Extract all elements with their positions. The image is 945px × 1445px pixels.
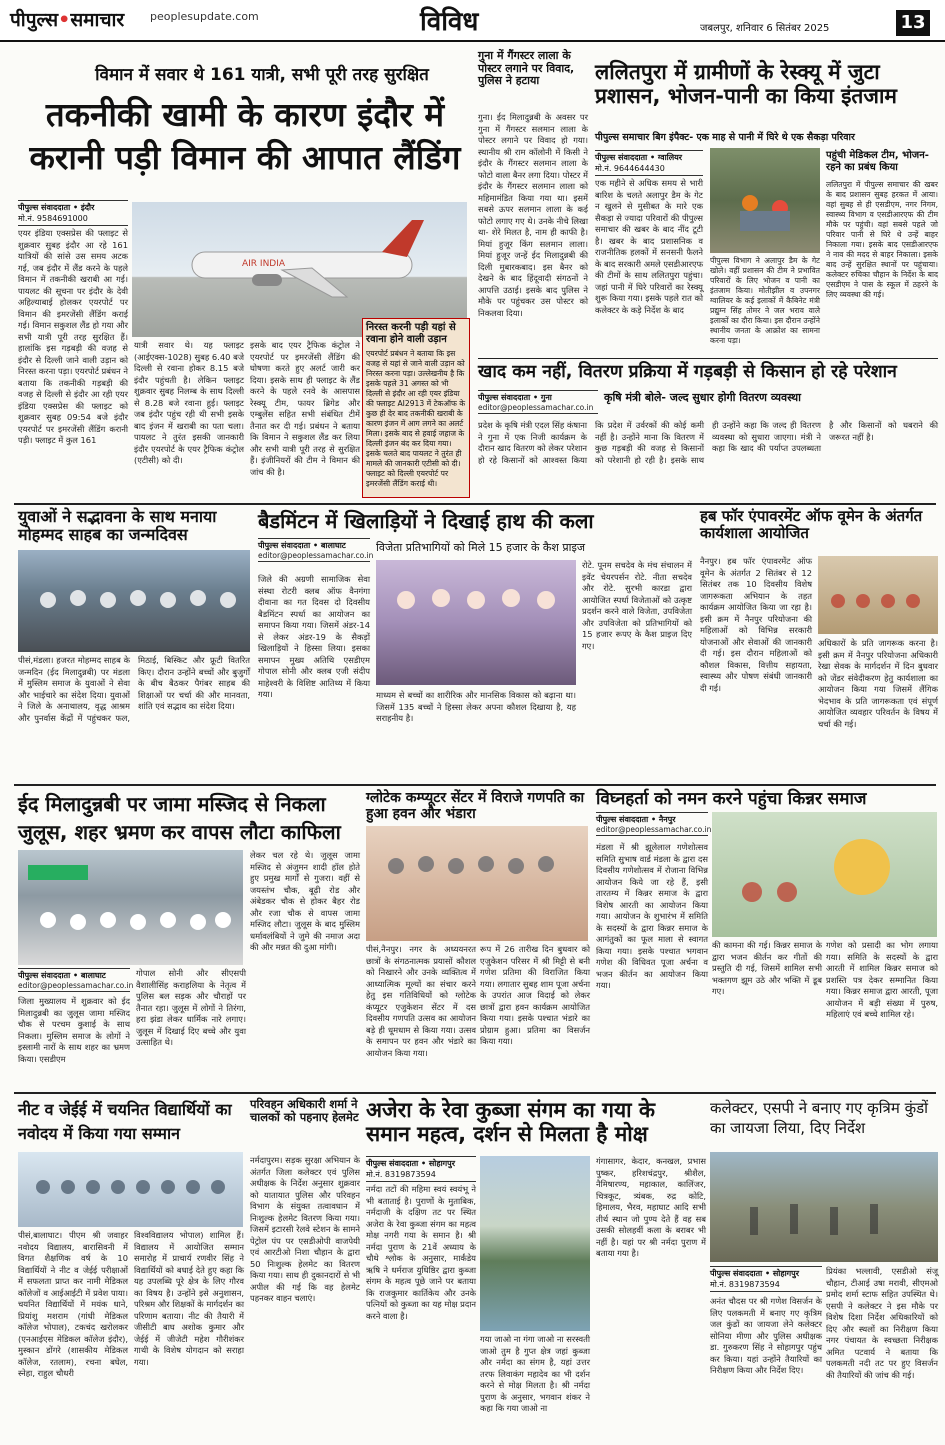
ganpati-photo: [366, 826, 588, 941]
story10-byline: पीपुल्स संवाददाता • नैनपुर editor@peoplessamachar.co.in: [596, 812, 708, 836]
flood-photo: [710, 148, 820, 253]
story14-col2: प्रियंका भल्लावी, एसडीओ संजू चौहान, टीआई उषा मरावी, सीएमओ प्रमोद शर्मा स्टाफ सहित उपस्थित थे। एसपी ने कलेक्टर ने इस मौके पर विशेष दिशा निर्देश अधिकारियों को दिए और स्थलों का निरीक्षण किया नगर पंचायत के स्वच्छता निरीक्षक अमित पटवार्य ने बताया कि पलकमती नदी तट पर हुए विसर्जन की तैयारियों की जांच की गई।: [826, 1266, 938, 1380]
page-number: 13: [896, 10, 930, 36]
story10-col2: की कामना की गई। किन्नर समाज के द्वारा भजन कीर्तन कर गीतों की प्रस्तुति दी गई, जिसमें शामिल सभी भक्तगण झूम उठे और भक्ति में डूब गए।: [712, 940, 822, 996]
story9-headline: ग्लोटेक कम्प्यूटर सेंटर में विराजे गणपति का हुआ हवन और भंडारा: [366, 790, 585, 823]
river-confluence-photo: [480, 1156, 590, 1331]
procession-photo: [18, 850, 243, 965]
divider: [478, 358, 938, 359]
story8-byline: पीपुल्स संवाददाता • बालाघाट editor@peoplessamachar.co.in: [18, 968, 130, 992]
story8-col3: लेकर चल रहे थे। जुलूस जामा मस्जिद से अंजुमन शादी हॉल होते हुए प्रमुख मार्गों से गुजरा। वहीं से जयस्तंभ चौक, बूढ़ी रोड और अंबेडकर चौक से होकर बैहर रोड और रजा चौक से वापस जामा मस्जिद लौटा। जुलूस के बाद मुस्लिम धर्मावलंबियों ने जुमे की नमाज अदा की और मन्नत की दुआ मांगी।: [250, 850, 360, 952]
story3-sub: पीपुल्स समाचार बिग इंपैक्ट- एक माह से पानी में घिरे थे एक सैकड़ा परिवार: [595, 132, 855, 143]
story14-headline: कलेक्टर, एसपी ने बनाए गए कृत्रिम कुंडों का जायजा लिया, दिए निर्देश: [710, 1099, 928, 1138]
story10-col1: मंडला में श्री झूलेलाल गणेशोत्सव समिति सुभाष वार्ड मंडला के द्वारा दस दिवसीय गणेशोत्सव में रोजाना विभिन्न आयोजन किये जा रहे हैं, इसी तारतम्य में किन्नर समाज के द्वारा विशेष आरती का आयोजन किया गया। आयोजन के शुभारंभ में समिति के सदस्यों के द्वारा किन्नर समाज के आगंतुकों का फूल माला से स्वागत किया गया। इसके पश्चात भगवान गणेश की विधिवत पूजा अर्चना व भजन कीर्तन का आयोजन किया गया।: [596, 842, 708, 990]
workshop-photo: [818, 556, 938, 634]
story1-col3: इसके बाद एयर ट्रैफिक कंट्रोल ने एयरपोर्ट पर इमरजेंसी लैंडिंग की घोषणा करते हुए अलर्ट जारी कर दिया। इसके साथ ही फ्लाइट के लैंड करने के पहले रनवे के आसपास रेस्क्यू टीम, फायर ब्रिगेड और एम्बुलेंस सहित सभी संबंधित टीमें तैनात कर दी गई। प्रबंधन ने बताया कि विमान ने सकुशल लैंड कर लिया और सभी यात्री पूरी तरह से सुरक्षित हैं। इंजीनियरों की टीम ने विमान की जांच की है।: [250, 340, 360, 477]
story7-body: नैनपुर। हब फॉर एंपावरमेंट ऑफ वूमेन के अंतर्गत 2 सितंबर से 12 सितंबर तक 10 दिवसीय विशेष जागरूकता अभियान के तहत कार्यक्रम आयोजित किया जा रहा है। इसी क्रम में नैनपुर परियोजना की महिलाओं को विभिन्न सरकारी योजनाओं और सेवाओं की जानकारी दी गई। इस दौरान महिलाओं को कौशल विकास, वित्तीय सहायता, स्वास्थ्य और पोषण संबंधी जानकारी दी गई।: [700, 556, 812, 693]
story11-headline: नीट व जेईई में चयनित विद्यार्थियों का नवोदय में किया गया सम्मान: [18, 1100, 232, 1143]
story6-sub: विजेता प्रतिभागियों को मिले 15 हजार के कैश प्राइज: [376, 541, 586, 554]
story5-headline: युवाओं ने सद्भावना के साथ मनाया मोहम्मद साहब का जन्मदिवस: [18, 507, 217, 545]
section-title: विविध: [420, 7, 479, 37]
story8-col2: गोपाल सोनी और सीएसपी वैशालीसिंह कराहलिया के नेतृत्व में पुलिस बल सड़क और चौराहों पर तैनात रहा। जुलूस में लोगों ने तिरंगा, हरा झंडा लेकर धार्मिक नारे लगाए। जुलूस में दिखाई दिए बच्चे और युवा उत्साहित थे।: [136, 968, 246, 1047]
story2-headline: गुना में गैंगस्टर लाला के पोस्टर लगाने पर विवाद, पुलिस ने हटाया: [478, 49, 575, 88]
story12-body: नर्मदापुरम। सड़क सुरक्षा अभियान के अंतर्गत जिला कलेक्टर एवं पुलिस अधीक्षक के निर्देश अनुसार शुक्रवार को यातायात पुलिस और परिवहन विभाग के संयुक्त तत्वावधान में निःशुल्क हेलमेट वितरण किया गया। जिसमें इटारसी रेलवे स्टेशन के सामने पेट्रोल पंप पर एसडीओपी वाजपेयी एवं आरटीओ निशा चौहान के द्वारा 50 निःशुल्क हेलमेट का वितरण किया गया। साथ ही दुकानदारों से भी अपील की गई कि वह हेलमेट पहनकर वाहन चलाएं।: [250, 1155, 360, 1303]
story4-headline: खाद कम नहीं, वितरण प्रक्रिया में गड़बड़ी से किसान हो रहे परेशान: [478, 362, 897, 382]
inspection-photo: [710, 1152, 938, 1262]
story1-byline: पीपुल्स संवाददाता • इंदौर मो.नं. 9584691000: [18, 200, 128, 226]
website-link[interactable]: peoplesupdate.com: [150, 10, 259, 23]
story13-col3: गंगासागर, केदार, कनखल, प्रभास पुष्कर, हरिशचंद्रपुर, श्रीशैल, नैमिषारण्य, महाकाल, कालिंजर, चित्रकूट, त्र्यंबक, रुद्र कोटि, हिमालय, भैरव, महाघाट आदि सभी तीर्थ स्थान जो पुण्य देते हैं वह सब उसकी सोलहवीं कला के बराबर भी नहीं है। यहां पर श्री नर्मदा पुराण में बताया गया है।: [596, 1156, 706, 1258]
story3-side-title: पहुंची मेडिकल टीम, भोजन-रहने का प्रबंध किया: [826, 150, 929, 173]
story1-kicker: विमान में सवार थे 161 यात्री, सभी पूरी तरह सुरक्षित: [95, 65, 429, 85]
aircraft-photo: [132, 202, 467, 337]
story13-col1: नर्मदा तटों की महिमा स्वयं स्वयंभू ने भी बताताई है। पुराणों के मुताबिक, नर्मदाजी के दक्षिण तट पर स्थित अजेरा के रेवा कुब्जा संगम का महत्व मोक्ष नगरी गया के समान है। श्री नर्मदा पुराण के 21वें अध्याय के चौथे श्लोक के अनुसार, मार्कंडेय ऋषि ने धर्मराज युधिष्ठिर द्वारा कुब्जा संगम के महत्व पूछे जाने पर बताया कि राजकुमार कार्तिकेय और उनके पत्नियों को कुब्जा का यह मोक्ष प्रदान करने वाला है।: [366, 1184, 476, 1321]
story13-byline: पीपुल्स संवाददाता • सोहागपुर मो.नं. 8319873594: [366, 1156, 476, 1182]
story14-col1: अनंत चौदस पर श्री गणेश विसर्जन के लिए पलकमती में बनाए गए कृत्रिम जल कुंडों का जायजा लेने कलेक्टर सोनिया मीणा और पुलिस अधीक्षक डा. गुरुकरण सिंह ने सोहागपुर पहुंच कर किया। यहां उन्होंने तैयारियों का निरीक्षण किया और निर्देश दिए।: [710, 1296, 822, 1375]
divider: [14, 784, 936, 786]
story3-side-body: ललितपुरा में पीपुल्स समाचार की खबर के बाद प्रशासन सुबह हरकत में आया। वहां सुबह से ही एसडीएम, नगर निगम, स्वास्थ्य विभाग व एसडीआरएफ की टीम मौके पर पहुंची। वहां सबसे पहले जो परिवार पानी से घिरे थे उन्हें बाहर निकाला गया। इसके बाद एसडीआरएफ ने नाव की मदद से बाहर निकाला। इसके बाद उन्हें सुरक्षित स्थानों पर पहुंचाया। कलेक्टर रुचिका चौहान के निर्देश के बाद एसडीएम ने पास के स्कूल में ठहरने के लिए व्यवस्था की गई।: [826, 180, 938, 299]
divider: [14, 1092, 936, 1094]
story2-body: गुना। ईद मिलादुन्नबी के अवसर पर गुना में गैंगस्टर सलमान लाला के पोस्टर लगाने पर विवाद हो गया। स्थानीय श्री राम कॉलोनी में किसी ने इंदौर के गैंगस्टर सलमान लाला के फोटो वाला बैनर लगा दिया। पोस्टर में इंदौर के गैंगस्टर सलमान लाला को महिमामंडित किया गया था। इसमें सबसे ऊपर सलमान लाला के कई फोटो लगाए गए थे। उनके नीचे लिखा था- शेरे मिलत है, नाम ही काफी है। मियां हुजूर किंग सलमान लाला। मियां हुजूर जन्हें ईद मिलादुन्नबी की दिली मुबारकबाद। इस बैनर को देखने के बाद हिंदूवादी संगठनों ने आपत्ति उठाई। इसके बाद पुलिस ने मौके पर पहुंचकर उस पोस्टर को निकलवा दिया।: [478, 112, 588, 318]
story6-col2: माध्यम से बच्चों का शारीरिक और मानसिक विकास को बढ़ाना था। जिसमें 135 बच्चों ने हिस्सा लेकर अपना कौशल दिखाया है, यह सराहनीय है।: [376, 690, 576, 723]
svg-text:AIR INDIA: AIR INDIA: [242, 259, 286, 269]
story8-col1: जिला मुख्यालय में शुक्रवार को ईद मिलादुन्नबी का जुलूस जामा मस्जिद चौक से परचम कुशाई के साथ निकला। मुस्लिम समाज के लोगों ने इस्लामी नारों के साथ शहर का भ्रमण किया। एसडीएम: [18, 996, 130, 1064]
story1-sidebar-title: निरस्त करनी पड़ी यहां से रवाना होने वाली उड़ान: [366, 322, 456, 345]
story7-col2: अधिकारों के प्रति जागरूक करना है। इसी क्रम में नैनपुर परियोजना अधिकारी रेखा सेवक के मार्गदर्शन में दिन बुधवार को जेंडर संवेदीकरण हेतु कार्यशाला का आयोजन किया गया जिसमें लैंगिक भेदभाव के प्रति जागरूकता एवं संपूर्ण आयोजित व्यवहार परिवर्तन के विषय में चर्चा की गई।: [818, 638, 938, 729]
story13-headline: अजेरा के रेवा कुब्जा संगम का गया के समान महत्व, दर्शन से मिलता है मोक्ष: [366, 1098, 656, 1147]
students-photo: [18, 1152, 243, 1227]
story10-col3: गणेश को प्रसादी का भोग लगाया गया। समिति के सदस्यों के द्वारा आरती में शामिल किन्नर समाज को प्रशस्ति पत्र देकर सम्मानित किया गया। किन्नर समाज द्वारा आरती, पूजा आयोजन में बड़ी संख्या में पुरुष, महिलाएं एवं बच्चे शामिल रहे।: [826, 940, 938, 1019]
story14-byline: पीपुल्स संवाददाता • सोहागपुर मो.नं. 8319873594: [710, 1266, 822, 1292]
story3-headline: ललितपुरा में ग्रामीणों के रेस्क्यू में जुटा प्रशासन, भोजन-पानी का किया इंतजाम: [595, 60, 897, 109]
story6-col1: जिले की अग्रणी सामाजिक सेवा संस्था रोटरी क्लब ऑफ वैनगंगा दीवाना का गत दिवस दो दिवसीय बैडमिंटन स्पर्धा का आयोजन का समापन किया गया। जिसमें अंडर-14 से लेकर अंडर-19 के सैकड़ों खिलाड़ियों ने हिस्सा लिया। इसका समापन मुख्य अतिथि एसडीएम गोपाल सोनी और क्लब एजी संदीप माहेश्वरी के विशिष्ट आतिथ्य में किया गया।: [258, 574, 370, 699]
masthead: [0, 0, 945, 42]
story4-sub: कृषि मंत्री बोले- जल्द सुधार होगी वितरण व्यवस्था: [604, 391, 802, 404]
story7-headline: हब फॉर एंपावरमेंट ऑफ वूमेन के अंतर्गत कार्यशाला आयोजित: [700, 507, 923, 543]
story11-col1: पीसं,बालाघाट। पीएम श्री जवाहर नवोदय विद्यालय, बारासिवनी में विगत शैक्षणिक वर्ष के 10 विद्यार्थियों ने नीट व जेईई परीक्षाओं में सफलता प्राप्त कर नामी मेडिकल कॉलेजों व आईआईटी में प्रवेश पाया। चयनित विद्यार्थियों में मयंक धाने, प्रियांशु मशराम (गांधी मेडिकल कॉलेज भोपाल), टकचंद खरोलकर (एनआईएस मेडिकल कॉलेज इंदौर), मुस्कान डोंगरे (शासकीय मेडिकल कॉलेज, रतलाम), रचना बघेल, स्नेहा, राहुल चौधरी: [18, 1230, 128, 1378]
story5-body: पीसं,मंडला। हजरत मोहम्मद साहब के जन्मदिन (ईद मिलादुन्नबी) पर मंडला में मुस्लिम समाज के युवाओं ने सेवा और भाईचारे का संदेश दिया। युवाओं ने जिले के अनाथालय, वृद्ध आश्रम और पुनर्वास केंद्रों में पहुंचकर फल, मिठाई, बिस्किट और फ्रूटी वितरित किए। दौरान उन्होंने बच्चों और बुजुर्गों के बीच बैठकर पैगंबर साहब की शिक्षाओं पर चर्चा की और मानवता, शांति एवं सद्भाव का संदेश दिया।: [18, 655, 250, 723]
story6-headline: बैडमिंटन में खिलाड़ियों ने दिखाई हाथ की कला: [258, 509, 594, 533]
story9-col2: रूप में 26 तारीख दिन बुधवार को एजुकेशन परिसर में श्री मिट्टी से बनी गणेश प्रतिमा की विराजित किया गया। लगातार सुबह शाम पूजा अर्चना के उपरांत आज विदाई को लेकर छात्रों द्वारा हवन कार्यक्रम आयोजित किया गया। इसके पश्चात भंडारे का प्रोग्राम हुआ। प्रतिमा का विसर्जन किया गया।: [480, 944, 590, 1046]
story10-headline: विघ्नहर्ता को नमन करने पहुंचा किन्नर समाज: [596, 789, 867, 809]
story9-col1: पीसं,नैनपुर। नगर के अध्ययनरत छात्रों के संगठनात्मक प्रयासों कौशल को निखारने और उनके व्यक्तित्व में आध्यात्मिक मूल्यों का संचार करने हेतु इस गतिविधियों को ग्लोटेक कंप्यूटर एजुकेशन सेंटर में दस दिवसीय गणपति उत्सव का आयोजन बड़े ही धूमधाम से किया गया। उत्सव के समापन पर हवन और भंडारे का आयोजन किया गया।: [366, 944, 476, 1058]
youth-group-photo: [18, 550, 250, 652]
story1-sidebar: [362, 318, 470, 498]
issue-date: जबलपुर, शनिवार 6 सितंबर 2025: [700, 23, 830, 34]
story6-byline: पीपुल्स संवाददाता • बालाघाट editor@peoplessamachar.co.in: [258, 538, 370, 562]
story1-col2: यात्री सवार थे। यह फ्लाइट (आईएक्स-1028) सुबह 6.40 बजे दिल्ली से रवाना होकर 8.15 बजे इंदौर पहुंचती है। लेकिन फ्लाइट शुक्रवार सुबह निलम्ब के साथ दिल्ली से 8.28 बजे रवाना हुई। फ्लाइट जब इंदौर पहुंच रही थी सभी इसके बाद इंजन में खराबी का पता चला। पायलट ने तुरंत इसकी जानकारी इंदौर एयरपोर्ट के एयर ट्रैफिक कंट्रोल (एटीसी) को दी।: [134, 340, 244, 465]
story3-byline: पीपुल्स संवाददाता • ग्वालियर मो.नं. 9644644430: [595, 150, 703, 176]
story13-col2: गया जाओ ना गंगा जाओ ना सरस्वती जाओ तुम है गुप्त क्षेत्र जहां कुब्जा और नर्मदा का संगम है, यहां उत्तर तरफ लिवाकंग महादेव का भी दर्शन करने से मोक्ष मिलता है। श्री नर्मदा पुराण के अनुसार, भगवान शंकर ने कहा कि गया जाओ ना: [480, 1334, 590, 1413]
story3-caption: पीपुल्स विभाग ने अलापुर डैम के गेट खोले। वहीं प्रशासन की टीम ने प्रभावित परिवारों के लिए भोजन व पानी का इंतजाम किया। मोतीझील व उपनगर ग्वालियर के कई इलाकों में कैबिनेट मंत्री प्रद्युम्न सिंह तोमर ने जल भराव वाले इलाकों का दौरा किया। इस दौरान उन्होंने स्थानीय जनता के आक्रोश का सामना करना पड़ा।: [710, 256, 820, 345]
story3-col1: एक महीने से अधिक समय से भारी बारिश के चलते अलापुर डैम के गेट न खुलने से मुसीबत के मारे एक सैकड़ा से ज्यादा परिवारों की पीपुल्स समाचार की खबर के बाद नींद टूटी है। खबर के बाद प्रशासनिक व राजनीतिक हलकों में सनसनी फैलने के बाद सरकारी अमले एसडीआरएफ की टीमों के साथ ललितपुरा पहुंचा। जहां पानी में घिरे परिवारों का रेस्क्यू शुरू किया गया। इसके पहले रात को कलेक्टर के कड़े निर्देश के बाद: [595, 178, 703, 315]
divider: [14, 503, 936, 505]
story1-headline: तकनीकी खामी के कारण इंदौर में करानी पड़ी विमान की आपात लैंडिंग: [29, 95, 461, 177]
story12-headline: परिवहन अधिकारी शर्मा ने चालकों को पहनाए हेलमेट: [250, 1097, 359, 1125]
story11-col2: विश्वविद्यालय भोपाल) शामिल हैं। विद्यालय में आयोजित सम्मान समारोह में प्राचार्य रणवीर सिंह ने विद्यार्थियों को बधाई देते हुए कहा कि यह उपलब्धि पूरे क्षेत्र के लिए गौरव का विषय है। उन्होंने इसे अनुशासन, परिश्रम और शिक्षकों के मार्गदर्शन का परिणाम बताया। नीट की तैयारी में जीसीटी बाघ अशोक कुमार और जेईई में जीजेटी महेश गौरीशंकर गाथी के विशेष योगदान को सराहा गया।: [134, 1230, 244, 1367]
story4-byline: पीपुल्स संवाददाता • गुना editor@peoplessamachar.co.in: [478, 390, 598, 414]
story6-col3: रोटे. पूनम सचदेव के मंच संचालन में इवेंट चेयरपर्सन रोटे. नीता सचदेव और रोटे. सुरभी कारडा द्वारा आयोजित स्पर्धा विजेताओं को उत्कृष्ट प्रदर्शन करने वाले विजेता, उपविजेता और उपविजेता को प्रतिभागियों को 15 हजार रूपए के कैश प्राइज दिए गए।: [582, 560, 692, 651]
badminton-photo: [376, 560, 576, 685]
newspaper-logo: पीपुल्स•समाचार: [10, 9, 125, 31]
story8-headline: ईद मिलादुन्नबी पर जामा मस्जिद से निकला जुलूस, शहर भ्रमण कर वापस लौटा काफिला: [18, 792, 341, 844]
story1-col1: एयर इंडिया एक्सप्रेस की फ्लाइट से शुक्रवार सुबह इंदौर आ रहे 161 यात्रियों की सांसे उस समय अटक गई, जब इंदौर में लैंड करने के पहले विमान में तकनीकी खराबी आ गई। पायलट की सूचना पर इंदौर के देवी अहिल्याबाई होलकर एयरपोर्ट पर विमान की इमरजेंसी लैंडिंग कराई गई। विमान सकुशल लैंड हो गया और सभी यात्री पूरी तरह सुरक्षित हैं। हालांकि इस गड़बड़ी की वजह से इंदौर से दिल्ली जाने वाली उड़ान को निरस्त करना पड़ा। एयरपोर्ट प्रबंधन ने बताया कि तकनीकी गड़बड़ी की वजह से दिल्ली से इंदौर आ रही एयर इंडिया एक्सप्रेस की फ्लाइट को शुक्रवार सुबह 09:54 बजे इंदौर एयरपोर्ट पर इमरजेंसी लैंडिंग करानी पड़ी। फ्लाइट में कुल 161: [18, 228, 128, 445]
ganesh-idol-photo: [712, 812, 937, 937]
story4-body: प्रदेश के कृषि मंत्री एदल सिंह कंषाना ने गुना में एक निजी कार्यक्रम के दौरान खाद वितरण को लेकर परेशान हो रहे किसानों को आश्वस्त किया कि प्रदेश में उर्वरकों की कोई कमी नहीं है। उन्होंने माना कि वितरण में कुछ गड़बड़ी की वजह से किसानों को परेशानी हो रही है। इसके साथ ही उन्होंने कहा कि जल्द ही वितरण व्यवस्था को सुधारा जाएगा। मंत्री ने कहा कि खाद की पर्याप्त उपलब्धता है और किसानों को घबराने की जरूरत नहीं है।: [478, 420, 938, 465]
story1-sidebar-body: एयरपोर्ट प्रबंधन ने बताया कि इस वजह से यहां से जाने वाली उड़ान को निरस्त करना पड़ा। उल्लेखनीय है कि इसके पहले 31 अगस्त को भी दिल्ली से इंदौर आ रही एयर इंडिया की फ्लाइट AI2913 में टेकऑफ के कुछ ही देर बाद तकनीकी खराबी के कारण इंजन में आग लगने का अलर्ट मिला। इसके बाद से हवाई जहाज के दिल्ली इंजन बंद कर दिया गया। इसके चलते बाद पायलट ने तुरंत ही मामले की जानकारी एटीसी को दी। फ्लाइट को दिल्ली एयरपोर्ट पर इमरजेंसी लैंडिंग कराई थी।: [366, 349, 466, 488]
